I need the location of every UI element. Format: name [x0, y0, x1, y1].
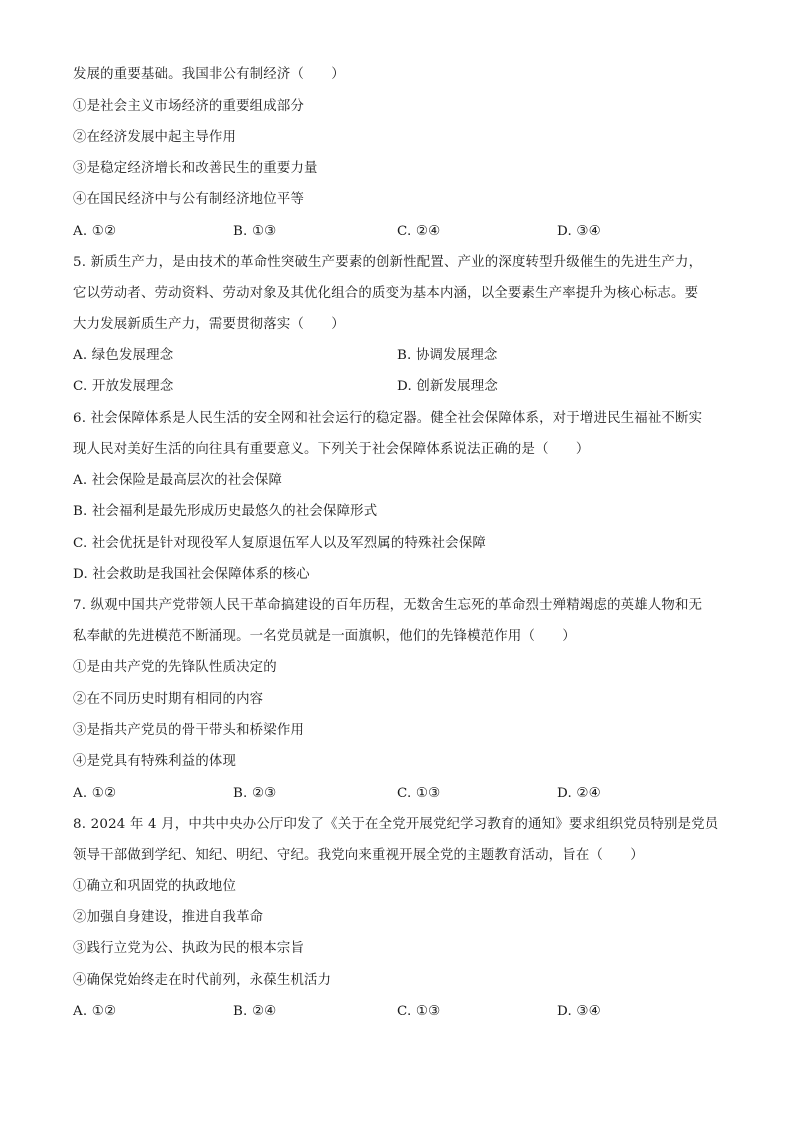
q7-option-b: B. ②③	[233, 786, 277, 801]
q4-item-2: ②在经济发展中起主导作用	[73, 130, 237, 145]
q8-option-a: A. ①②	[73, 1004, 117, 1019]
q7-option-c: C. ①③	[397, 786, 441, 801]
q6-option-a: A. 社会保险是最高层次的社会保障	[73, 473, 283, 488]
q7-option-d: D. ②④	[557, 786, 601, 801]
q7-item-4: ④是党具有特殊利益的体现	[73, 754, 237, 769]
q7-item-2: ②在不同历史时期有相同的内容	[73, 692, 264, 707]
q7-item-1: ①是由共产党的先锋队性质决定的	[73, 660, 277, 675]
q5-stem-line-1: 5. 新质生产力，是由技术的革命性突破生产要素的创新性配置、产业的深度转型升级催生的先进生产力，	[73, 255, 703, 270]
q8-item-1: ①确立和巩固党的执政地位	[73, 879, 237, 894]
q6-stem-line-2: 现人民对美好生活的向往具有重要意义。下列关于社会保障体系说法正确的是（ ）	[73, 442, 590, 457]
q4-option-b: B. ①③	[233, 224, 277, 239]
q8-option-b: B. ②④	[233, 1004, 277, 1019]
q6-stem-line-1: 6. 社会保障体系是人民生活的安全网和社会运行的稳定器。健全社会保障体系，对于增进民生福祉不断实	[73, 411, 703, 426]
q7-item-3: ③是指共产党员的骨干带头和桥梁作用	[73, 723, 305, 738]
q5-stem-line-2: 它以劳动者、劳动资料、劳动对象及其优化组合的质变为基本内涵，以全要素生产率提升为核心标志。要	[73, 286, 699, 301]
q8-stem-line-1: 8. 2024 年 4 月，中共中央办公厅印发了《关于在全党开展党纪学习教育的通知》要求组织党员特别是党员	[73, 817, 719, 832]
q7-stem-line-1: 7. 纵观中国共产党带领人民干革命搞建设的百年历程，无数舍生忘死的革命烈士殚精竭虑的英雄人物和无	[73, 598, 703, 613]
q4-option-d: D. ③④	[557, 224, 601, 239]
q4-stem-tail: 发展的重要基础。我国非公有制经济（ ）	[73, 67, 345, 82]
q6-option-d: D. 社会救助是我国社会保障体系的核心	[73, 567, 310, 582]
q5-option-c: C. 开放发展理念	[73, 379, 174, 394]
q4-item-1: ①是社会主义市场经济的重要组成部分	[73, 99, 305, 114]
q5-option-a: A. 绿色发展理念	[73, 348, 174, 363]
q5-option-b: B. 协调发展理念	[397, 348, 498, 363]
q8-option-c: C. ①③	[397, 1004, 441, 1019]
q6-option-b: B. 社会福利是最先形成历史最悠久的社会保障形式	[73, 504, 378, 519]
q8-stem-line-2: 领导干部做到学纪、知纪、明纪、守纪。我党向来重视开展全党的主题教育活动，旨在（ ）	[73, 848, 644, 863]
q6-option-c: C. 社会优抚是针对现役军人复原退伍军人以及军烈属的特殊社会保障	[73, 536, 487, 551]
q8-option-d: D. ③④	[557, 1004, 601, 1019]
q8-item-2: ②加强自身建设，推进自我革命	[73, 910, 264, 925]
q5-stem-line-3: 大力发展新质生产力，需要贯彻落实（ ）	[73, 317, 345, 332]
q7-stem-line-2: 私奉献的先进模范不断涌现。一名党员就是一面旗帜，他们的先锋模范作用（ ）	[73, 629, 576, 644]
q8-item-4: ④确保党始终走在时代前列，永葆生机活力	[73, 973, 332, 988]
q5-option-d: D. 创新发展理念	[397, 379, 498, 394]
q4-option-c: C. ②④	[397, 224, 441, 239]
q8-item-3: ③践行立党为公、执政为民的根本宗旨	[73, 941, 305, 956]
q7-option-a: A. ①②	[73, 786, 117, 801]
q4-item-4: ④在国民经济中与公有制经济地位平等	[73, 192, 305, 207]
q4-option-a: A. ①②	[73, 224, 117, 239]
q4-item-3: ③是稳定经济增长和改善民生的重要力量	[73, 161, 318, 176]
